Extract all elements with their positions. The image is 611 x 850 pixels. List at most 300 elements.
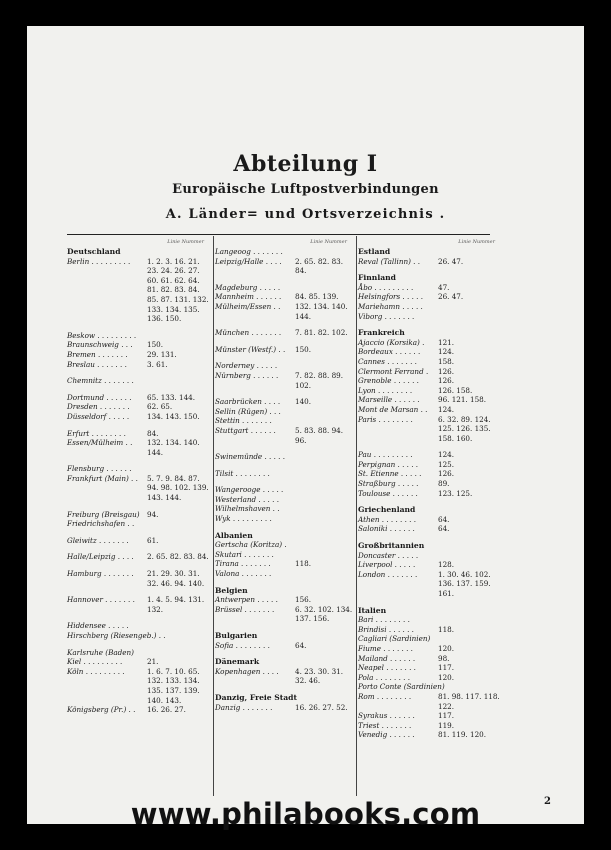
city-entry xyxy=(67,340,212,350)
route-numbers xyxy=(147,376,212,386)
route-numbers: 150. xyxy=(295,344,312,354)
route-numbers: 117. xyxy=(438,711,455,721)
route-numbers xyxy=(295,469,355,479)
column-divider xyxy=(356,236,357,796)
country-heading: Bulgarien xyxy=(215,631,258,640)
city-name: Mailand . . . . . . xyxy=(358,653,416,663)
route-numbers: 62. 65. xyxy=(147,402,173,412)
route-numbers: 84. 85. 139. xyxy=(295,292,339,302)
route-numbers: 118. xyxy=(295,559,312,569)
city-name: Dresden . . . . . . . xyxy=(67,402,130,412)
city-entry xyxy=(358,570,503,599)
city-entry xyxy=(67,438,212,457)
route-numbers xyxy=(438,682,503,692)
route-numbers: 21. 29. 30. 31. 32. 46. 94. 140. xyxy=(147,569,205,588)
route-numbers: 89. xyxy=(438,479,450,489)
route-numbers: 64. xyxy=(438,514,450,524)
city-name: Brüssel . . . . . . . xyxy=(215,604,275,614)
route-numbers: 2. 65. 82. 83. 84. xyxy=(295,256,344,276)
city-name: Cagliari (Sardinien) xyxy=(358,634,431,644)
city-entry xyxy=(67,331,212,341)
city-name: Helsingfors . . . . . xyxy=(358,292,423,302)
city-name: Gertscha (Koritza) . xyxy=(215,540,287,550)
city-name: Danzig . . . . . . . xyxy=(215,702,273,712)
city-entry xyxy=(358,673,503,683)
city-entry xyxy=(358,479,503,489)
city-name: Freiburg (Breisgau) xyxy=(67,509,140,519)
city-entry xyxy=(215,416,355,426)
city-name: Perpignan . . . . . xyxy=(358,459,419,469)
spacer xyxy=(215,686,355,693)
index-column-1 xyxy=(67,238,212,715)
spacer xyxy=(215,321,355,328)
city-name: Beskow . . . . . . . . . xyxy=(67,330,137,340)
city-name: Wyk . . . . . . . . . xyxy=(215,514,272,524)
city-entry xyxy=(67,393,212,403)
city-entry xyxy=(67,360,212,370)
city-entry xyxy=(358,634,503,644)
spacer xyxy=(358,321,503,328)
route-numbers: 5. 83. 88. 94. 96. xyxy=(295,425,344,445)
city-name: Erfurt . . . . . . . . xyxy=(67,428,126,438)
city-name: Åbo . . . . . . . . . xyxy=(358,282,414,292)
city-entry xyxy=(67,429,212,439)
spacer xyxy=(215,390,355,397)
city-entry xyxy=(215,361,355,371)
spacer xyxy=(215,650,355,657)
route-numbers xyxy=(295,569,355,579)
route-numbers: 128. xyxy=(438,560,455,570)
city-name: Düsseldorf . . . . . xyxy=(67,411,130,421)
city-name: St. Etienne . . . . . xyxy=(358,469,422,479)
country-heading: Danzig, Freie Stadt xyxy=(215,692,297,702)
city-name: Porto Conte (Sardinien) xyxy=(358,682,445,692)
city-entry xyxy=(67,595,212,614)
city-name: Westerland . . . . . xyxy=(215,494,279,504)
city-entry xyxy=(215,452,355,462)
city-entry xyxy=(67,474,212,503)
route-numbers: 156. xyxy=(295,595,312,605)
city-name: München . . . . . . . xyxy=(215,328,282,338)
city-name: Karlsruhe (Baden) xyxy=(67,647,134,657)
city-name: Köln . . . . . . . . . xyxy=(67,666,125,676)
city-name: Hiddensee . . . . . xyxy=(67,621,129,631)
city-name: Neapel . . . . . . . xyxy=(358,663,416,673)
route-numbers xyxy=(147,648,212,658)
city-name: Clermont Ferrand . xyxy=(358,366,429,376)
route-numbers: 124. xyxy=(438,347,455,357)
spacer xyxy=(67,503,212,510)
route-numbers: 6. 32. 89. 124. 125. 126. 135. 158. 160. xyxy=(438,414,491,443)
city-entry xyxy=(215,504,355,514)
route-numbers: 64. xyxy=(438,524,450,534)
page-title: Abteilung I xyxy=(233,151,378,177)
city-entry xyxy=(67,464,212,474)
city-entry xyxy=(215,328,355,338)
route-numbers xyxy=(438,551,503,561)
city-name: Triest . . . . . . . xyxy=(358,720,412,730)
country-heading: Griechenland xyxy=(358,505,416,515)
city-name: Hirschberg (Riesengeb.) . . xyxy=(67,631,166,640)
route-numbers: 1. 2. 3. 16. 21. 23. 24. 26. 27. 60. 61. 62. 64. 81. 82. 83. 84. 85. 87. 131. 132. 133. 134. 135. 136. 150. xyxy=(147,256,209,324)
city-name: Skutari . . . . . . . xyxy=(215,549,274,559)
route-numbers: 94. xyxy=(147,509,159,519)
city-name: Grenoble . . . . . . xyxy=(358,376,419,386)
spacer xyxy=(67,369,212,376)
city-name: Bremen . . . . . . . xyxy=(67,349,128,359)
city-name: Mülheim/Essen . . xyxy=(215,301,281,311)
route-numbers xyxy=(147,621,212,631)
city-entry xyxy=(67,631,212,641)
city-name: Fiume . . . . . . . xyxy=(358,643,413,653)
route-numbers: 5. 7. 9. 84. 87. 94. 98. 102. 139. 143. 144. xyxy=(147,473,209,503)
city-entry xyxy=(67,376,212,386)
spacer xyxy=(358,599,503,606)
spacer xyxy=(67,422,212,429)
city-name: Sofia . . . . . . . . xyxy=(215,640,270,650)
spacer xyxy=(215,524,355,531)
column-header: Linie Nummer xyxy=(310,239,347,245)
city-entry xyxy=(358,338,503,348)
country-heading: Frankreich xyxy=(358,328,405,338)
city-entry xyxy=(358,302,503,312)
city-name: Wilhelmshaven . . xyxy=(215,504,280,514)
route-numbers: 84. xyxy=(147,428,159,438)
spacer xyxy=(67,457,212,464)
city-name: Nürnberg . . . . . . xyxy=(215,370,279,380)
city-entry xyxy=(358,460,503,470)
city-entry xyxy=(67,621,212,631)
city-name: Breslau . . . . . . . xyxy=(67,359,127,369)
city-entry xyxy=(358,551,503,561)
city-name: Valona . . . . . . . xyxy=(215,569,272,579)
route-numbers xyxy=(438,312,503,322)
city-entry xyxy=(358,257,503,267)
spacer xyxy=(67,614,212,621)
city-name: Magdeburg . . . . . xyxy=(215,282,281,292)
city-name: Leipzig/Halle . . . . xyxy=(215,256,282,266)
city-name: Cannes . . . . . . . xyxy=(358,356,417,366)
city-name: Toulouse . . . . . . xyxy=(358,488,418,498)
city-name: Sellin (Rügen) . . . xyxy=(215,406,281,416)
route-numbers: 29. 131. xyxy=(147,349,177,359)
route-numbers xyxy=(295,407,355,417)
city-entry xyxy=(358,367,503,377)
header-rule xyxy=(67,234,490,235)
country-heading: Albanien xyxy=(215,530,253,540)
route-numbers xyxy=(438,615,503,625)
route-numbers xyxy=(295,485,355,495)
city-name: Stuttgart . . . . . . xyxy=(215,425,276,435)
city-name: Gleiwitz . . . . . . . xyxy=(67,535,129,545)
city-name: Mariehamn . . . . . xyxy=(358,301,423,311)
route-numbers: 125. xyxy=(438,459,455,469)
route-numbers xyxy=(295,550,355,560)
route-numbers: 120. xyxy=(438,643,455,653)
route-numbers xyxy=(295,540,355,550)
page-number: 2 xyxy=(544,796,551,807)
spacer xyxy=(67,562,212,569)
city-entry xyxy=(67,510,212,520)
city-name: Antwerpen . . . . . xyxy=(215,595,278,605)
city-name: Tirana . . . . . . . xyxy=(215,559,271,569)
city-name: Friedrichshafen . . xyxy=(67,519,135,529)
spacer xyxy=(215,462,355,469)
city-entry xyxy=(215,559,355,569)
city-entry xyxy=(67,536,212,546)
spacer xyxy=(67,641,212,648)
country-heading: Finnland xyxy=(358,273,396,283)
route-numbers: 98. xyxy=(438,653,450,663)
document-page xyxy=(27,26,584,824)
city-name: Münster (Westf.) . . xyxy=(215,344,286,354)
city-entry xyxy=(67,657,212,667)
column-header: Linie Nummer xyxy=(458,239,495,245)
city-entry xyxy=(67,667,212,705)
city-name: Halle/Leipzig . . . . xyxy=(67,552,134,562)
city-name: Saarbrücken . . . . xyxy=(215,397,281,407)
city-name: Marseille . . . . . . xyxy=(358,395,420,405)
watermark: www.philabooks.com xyxy=(130,797,481,831)
route-numbers: 140. xyxy=(295,397,312,407)
city-name: Ajaccio (Korsika) . xyxy=(358,337,425,347)
route-numbers xyxy=(147,331,212,341)
spacer xyxy=(215,354,355,361)
page-subtitle: Europäische Luftpostverbindungen xyxy=(172,182,439,197)
city-entry xyxy=(358,376,503,386)
route-numbers: 1. 6. 7. 10. 65. 132. 133. 134. 135. 137. 139. 140. 143. xyxy=(147,666,200,705)
route-numbers: 7. 81. 82. 102. xyxy=(295,328,348,338)
spacer xyxy=(358,534,503,541)
city-name: Essen/Mülheim . . xyxy=(67,438,133,448)
city-entry xyxy=(67,648,212,658)
route-numbers: 81. 98. 117. 118. 122. xyxy=(438,691,500,711)
city-entry xyxy=(67,705,212,715)
route-numbers xyxy=(295,514,355,524)
city-name: Paris . . . . . . . . xyxy=(358,414,413,424)
route-numbers: 119. xyxy=(438,720,455,730)
city-name: Liverpool . . . . . xyxy=(358,560,416,570)
city-name: Mannheim . . . . . . xyxy=(215,292,282,302)
city-entry xyxy=(215,283,355,293)
route-numbers: 118. xyxy=(438,624,455,634)
city-name: Braunschweig . . . xyxy=(67,340,133,350)
city-name: Hamburg . . . . . . . xyxy=(67,569,134,579)
city-entry xyxy=(358,283,503,293)
route-numbers: 124. xyxy=(438,404,455,414)
city-entry xyxy=(358,450,503,460)
city-name: Swinemünde . . . . . xyxy=(215,452,286,462)
column-divider xyxy=(213,236,214,796)
spacer xyxy=(67,545,212,552)
city-entry xyxy=(215,495,355,505)
city-entry xyxy=(215,292,355,302)
city-entry xyxy=(358,615,503,625)
spacer xyxy=(215,276,355,283)
city-entry xyxy=(215,485,355,495)
spacer xyxy=(215,624,355,631)
city-name: Bari . . . . . . . . xyxy=(358,615,410,625)
column-header: Linie Nummer xyxy=(167,239,204,245)
route-numbers: 2. 65. 82. 83. 84. xyxy=(147,552,209,562)
country-heading: Großbritannien xyxy=(358,541,425,551)
city-entry xyxy=(67,552,212,562)
route-numbers: 124. xyxy=(438,450,455,460)
route-numbers: 61. xyxy=(147,535,159,545)
route-numbers: 65. 133. 144. xyxy=(147,392,196,402)
city-name: Dortmund . . . . . . xyxy=(67,392,132,402)
city-entry xyxy=(358,692,503,711)
city-name: Flensburg . . . . . . xyxy=(67,464,132,474)
route-numbers: 126. xyxy=(438,366,455,376)
city-name: Rom . . . . . . . . xyxy=(358,691,412,701)
city-name: Syrakus . . . . . . xyxy=(358,711,415,721)
spacer xyxy=(358,443,503,450)
city-entry xyxy=(215,302,355,321)
city-entry xyxy=(358,644,503,654)
route-numbers: 6. 32. 102. 134. 137. 156. xyxy=(295,604,353,624)
city-entry xyxy=(358,292,503,302)
city-entry xyxy=(358,357,503,367)
spacer xyxy=(67,529,212,536)
city-name: Wangerooge . . . . . xyxy=(215,485,284,495)
city-entry xyxy=(67,412,212,422)
city-name: Königsberg (Pr.) . . xyxy=(67,705,136,715)
country-heading: Deutschland xyxy=(67,247,121,256)
route-numbers: 26. 47. xyxy=(438,292,464,302)
city-name: Venedig . . . . . . xyxy=(358,730,415,740)
city-entry xyxy=(215,605,355,624)
city-name: Athen . . . . . . . . xyxy=(358,514,417,524)
route-numbers: 7. 82. 88. 89. 102. xyxy=(295,370,344,390)
city-entry xyxy=(215,667,355,686)
route-numbers: 16. 26. 27. 52. xyxy=(295,702,348,712)
city-entry xyxy=(358,663,503,673)
city-name: Norderney . . . . . xyxy=(215,361,278,371)
city-name: Saloniki . . . . . . xyxy=(358,524,415,534)
city-name: Hannover . . . . . . . xyxy=(67,595,135,605)
city-entry xyxy=(215,514,355,524)
route-numbers: 3. 61. xyxy=(147,359,168,369)
route-numbers: 132. 134. 140. 144. xyxy=(295,301,348,321)
city-entry xyxy=(358,654,503,664)
city-entry xyxy=(215,703,355,713)
spacer xyxy=(67,386,212,393)
city-name: Reval (Tallinn) . . xyxy=(358,256,421,266)
city-entry xyxy=(358,489,503,499)
city-entry xyxy=(358,415,503,444)
city-entry xyxy=(215,550,355,560)
city-name: Chemnitz . . . . . . . xyxy=(67,376,134,386)
city-entry xyxy=(67,257,212,324)
city-name: Kopenhagen . . . . xyxy=(215,666,279,676)
route-numbers xyxy=(295,504,355,514)
city-name: Mont de Marsan . . xyxy=(358,404,428,414)
city-entry xyxy=(358,721,503,731)
city-name: Pau . . . . . . . . . xyxy=(358,450,413,460)
city-entry xyxy=(215,371,355,390)
city-entry xyxy=(358,312,503,322)
city-entry xyxy=(358,625,503,635)
route-numbers xyxy=(295,283,355,293)
route-numbers: 117. xyxy=(438,663,455,673)
route-numbers: 96. 121. 158. xyxy=(438,395,487,405)
city-entry xyxy=(215,540,355,550)
city-name: Straßburg . . . . . xyxy=(358,479,419,489)
route-numbers: 126. xyxy=(438,469,455,479)
route-numbers: 47. xyxy=(438,282,450,292)
city-entry xyxy=(67,350,212,360)
city-entry xyxy=(215,641,355,651)
route-numbers: 120. xyxy=(438,672,455,682)
route-numbers: 4. 23. 30. 31. 32. 46. xyxy=(295,666,344,686)
city-name: Kiel . . . . . . . . . xyxy=(67,657,123,667)
city-entry xyxy=(215,595,355,605)
route-numbers xyxy=(295,361,355,371)
route-numbers xyxy=(147,631,212,641)
index-column-2 xyxy=(215,238,355,712)
route-numbers: 16. 26. 27. xyxy=(147,705,186,715)
route-numbers xyxy=(147,519,212,529)
city-entry xyxy=(358,515,503,525)
route-numbers: 134. 143. 150. xyxy=(147,411,200,421)
city-name: Berlin . . . . . . . . . xyxy=(67,256,131,266)
city-entry xyxy=(215,247,355,257)
country-heading: Belgien xyxy=(215,585,248,595)
route-numbers xyxy=(295,452,355,462)
city-name: London . . . . . . . xyxy=(358,569,418,579)
city-entry xyxy=(215,345,355,355)
city-entry xyxy=(358,560,503,570)
route-numbers xyxy=(147,464,212,474)
spacer xyxy=(215,478,355,485)
spacer xyxy=(67,324,212,331)
city-name: Pola . . . . . . . . xyxy=(358,672,411,682)
route-numbers xyxy=(438,302,503,312)
route-numbers: 158. xyxy=(438,356,455,366)
route-numbers: 21. xyxy=(147,657,159,667)
city-name: Doncaster . . . . . xyxy=(358,550,419,560)
city-entry xyxy=(215,569,355,579)
route-numbers xyxy=(438,634,503,644)
spacer xyxy=(215,445,355,452)
spacer xyxy=(358,498,503,505)
spacer xyxy=(67,588,212,595)
city-entry xyxy=(215,469,355,479)
route-numbers: 126. xyxy=(438,376,455,386)
city-entry xyxy=(67,569,212,588)
city-entry xyxy=(358,469,503,479)
city-name: Viborg . . . . . . . xyxy=(358,311,415,321)
spacer xyxy=(358,266,503,273)
spacer xyxy=(215,579,355,586)
route-numbers: 121. xyxy=(438,337,455,347)
city-entry xyxy=(358,395,503,405)
city-entry xyxy=(67,402,212,412)
city-name: Lyon . . . . . . . . xyxy=(358,385,413,395)
route-numbers: 64. xyxy=(295,640,307,650)
city-entry xyxy=(358,730,503,740)
country-heading: Italien xyxy=(358,605,387,615)
section-heading: A. Länder= und Ortsverzeichnis . xyxy=(165,207,446,222)
route-numbers: 132. 134. 140. 144. xyxy=(147,438,200,457)
city-entry xyxy=(358,711,503,721)
city-entry xyxy=(358,405,503,415)
route-numbers: 26. 47. xyxy=(438,256,464,266)
route-numbers: 126. 158. xyxy=(438,385,473,395)
city-entry xyxy=(358,682,503,692)
city-entry xyxy=(358,347,503,357)
